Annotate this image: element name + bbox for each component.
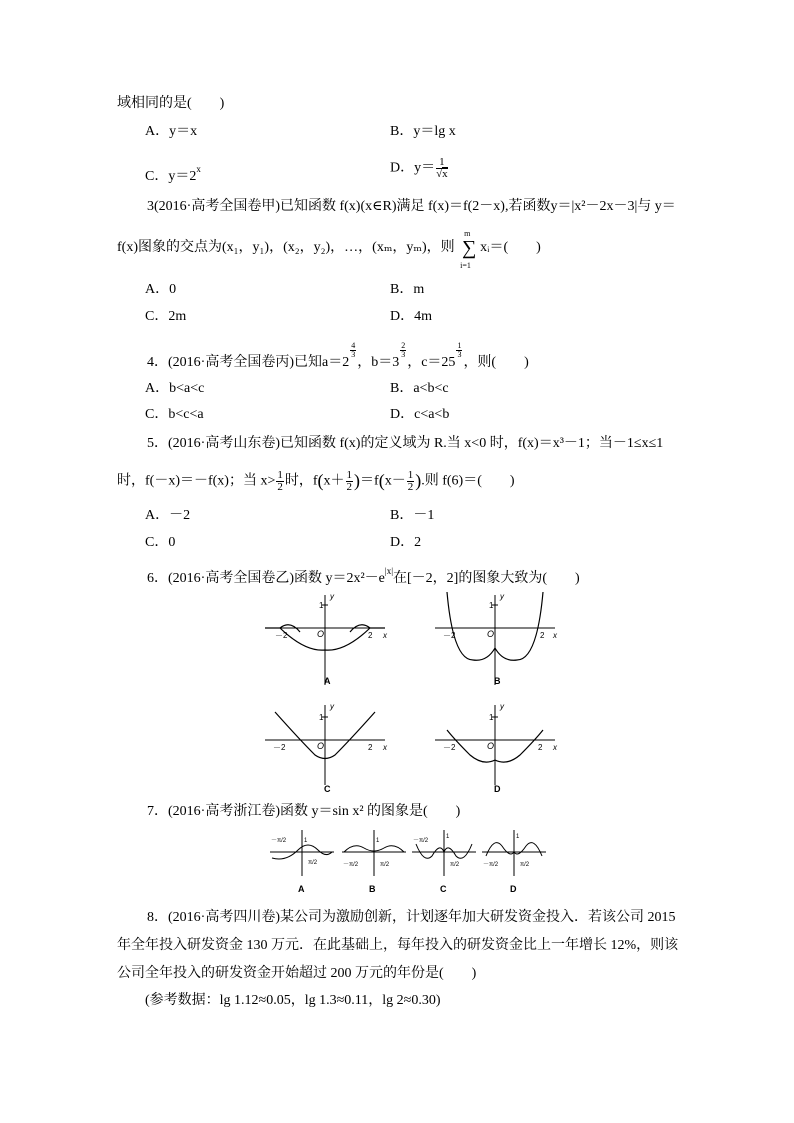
svg-text:x: x	[553, 743, 557, 752]
q5-option-c: C．0	[145, 535, 176, 550]
svg-text:2: 2	[368, 743, 373, 752]
q7-stem: 7．(2016·高考浙江卷)函数 y＝sin x² 的图象是( )	[147, 804, 461, 819]
svg-text:－2: －2	[273, 743, 286, 752]
q7-label-a: A	[298, 884, 305, 894]
svg-text:－π/2: －π/2	[413, 838, 429, 844]
svg-text:O: O	[317, 629, 325, 639]
q6-graph-d	[425, 700, 565, 790]
q6-graph-b	[425, 590, 565, 690]
q6-graph-a	[255, 590, 395, 690]
svg-text:π/2: π/2	[520, 862, 530, 868]
svg-text:y: y	[500, 702, 504, 711]
q4-option-d: D．c<a<b	[390, 407, 450, 422]
q5-stem-line1: 5．(2016·高考山东卷)已知函数 f(x)的定义域为 R.当 x<0 时，f(x)＝x³－1；当－1≤x≤1	[147, 436, 664, 451]
q6-label-b: B	[494, 676, 501, 686]
q3-option-a: A．0	[145, 282, 177, 297]
q3-stem-line1: 3(2016·高考全国卷甲)已知函数 f(x)(x∈R)满足 f(x)＝f(2－x),若函数y＝|x²－2x－3|与 y＝	[147, 199, 676, 214]
q6-label-a: A	[324, 676, 331, 686]
q3-option-c: C．2m	[145, 309, 187, 324]
q7-label-d: D	[510, 884, 517, 894]
svg-text:－π/2: －π/2	[483, 862, 499, 868]
q8-reference-data: (参考数据：lg 1.12≈0.05，lg 1.3≈0.11，lg 2≈0.30)	[145, 993, 441, 1008]
svg-text:y: y	[330, 592, 334, 601]
q4-option-a: A．b<a<c	[145, 381, 205, 396]
q7-label-c: C	[440, 884, 447, 894]
q2-option-c: C．$y=2^x$	[145, 164, 201, 184]
q4-stem: 4．(2016·高考全国卷丙)已知a＝2 $\frac{4}{3}$ ，b＝3 $\frac{2}{3}$ ，c＝25 $\frac{1}{3}$ ，则( )	[147, 341, 529, 370]
q5-option-a: A．－2	[145, 508, 191, 523]
q2-option-b: B．y＝lg x	[390, 124, 456, 139]
q2-stem-tail: 域相同的是( )	[117, 96, 225, 111]
q8-stem-line2: 年全年投入研发资金 130 万元．在此基础上，每年投入的研发资金比上一年增长 12%，则该	[117, 938, 679, 953]
svg-text:y: y	[500, 592, 504, 601]
svg-text:1: 1	[489, 601, 494, 610]
svg-text:1: 1	[489, 713, 494, 722]
svg-text:y: y	[330, 702, 334, 711]
q2-option-d: D．y＝ $\frac{1}{√x}$	[390, 156, 448, 180]
svg-text:x: x	[383, 743, 387, 752]
q7-graph-a	[268, 828, 338, 880]
q4-option-b: B．a<b<c	[390, 381, 449, 396]
svg-text:1: 1	[516, 834, 520, 840]
q5-stem-line2: 时，f(－x)＝－f(x)；当 x> $\frac{1}{2}$ 时，f(x＋ $\frac{1}{2}$ )＝f(x－ $\frac{1}{2}$ ).则 f(6)＝( )	[117, 469, 515, 493]
svg-text:O: O	[487, 741, 495, 751]
q3-option-b: B．m	[390, 282, 425, 297]
svg-text:－π/2: －π/2	[271, 838, 287, 844]
svg-text:π/2: π/2	[308, 860, 318, 866]
q6-label-c: C	[324, 784, 331, 794]
q6-graph-c	[255, 700, 395, 790]
svg-text:2: 2	[538, 743, 543, 752]
q5-option-b: B．－1	[390, 508, 435, 523]
q6-label-d: D	[494, 784, 501, 794]
q6-stem: 6．(2016·高考全国卷乙)函数 $y=2x^2-e^{|x|}$在[－2，2]的图象大致为( )	[147, 566, 580, 586]
q2-option-a: A．y＝x	[145, 124, 198, 139]
svg-text:π/2: π/2	[450, 862, 460, 868]
q5-option-d: D．2	[390, 535, 422, 550]
svg-text:1: 1	[304, 838, 308, 844]
svg-text:－2: －2	[275, 631, 288, 640]
svg-text:2: 2	[540, 631, 545, 640]
svg-text:2: 2	[368, 631, 373, 640]
svg-text:1: 1	[319, 713, 324, 722]
svg-text:O: O	[487, 629, 495, 639]
svg-text:O: O	[317, 741, 325, 751]
q3-option-d: D．4m	[390, 309, 432, 324]
svg-text:x: x	[383, 631, 387, 640]
svg-text:1: 1	[319, 601, 324, 610]
svg-text:1: 1	[376, 838, 380, 844]
q4-option-c: C．b<c<a	[145, 407, 204, 422]
q7-graph-d	[480, 828, 550, 880]
svg-text:π/2: π/2	[380, 862, 390, 868]
q7-graph-b	[340, 828, 410, 880]
svg-text:－π/2: －π/2	[343, 862, 359, 868]
q3-stem-line2: f(x)图象的交点为(x₁，y₁)，(x₂，y₂)，…，(xₘ，yₘ)，则 m ∑ i=1 xᵢ＝( )	[117, 229, 541, 270]
q7-label-b: B	[369, 884, 376, 894]
svg-text:－2: －2	[443, 743, 456, 752]
svg-text:1: 1	[446, 834, 450, 840]
q8-stem-line3: 公司全年投入的研发资金开始超过 200 万元的年份是( )	[117, 966, 477, 981]
q8-stem-line1: 8．(2016·高考四川卷)某公司为激励创新，计划逐年加大研发资金投入．若该公司 2015	[147, 910, 676, 925]
q7-graph-c	[410, 828, 480, 880]
svg-text:－2: －2	[443, 631, 456, 640]
svg-text:x: x	[553, 631, 557, 640]
